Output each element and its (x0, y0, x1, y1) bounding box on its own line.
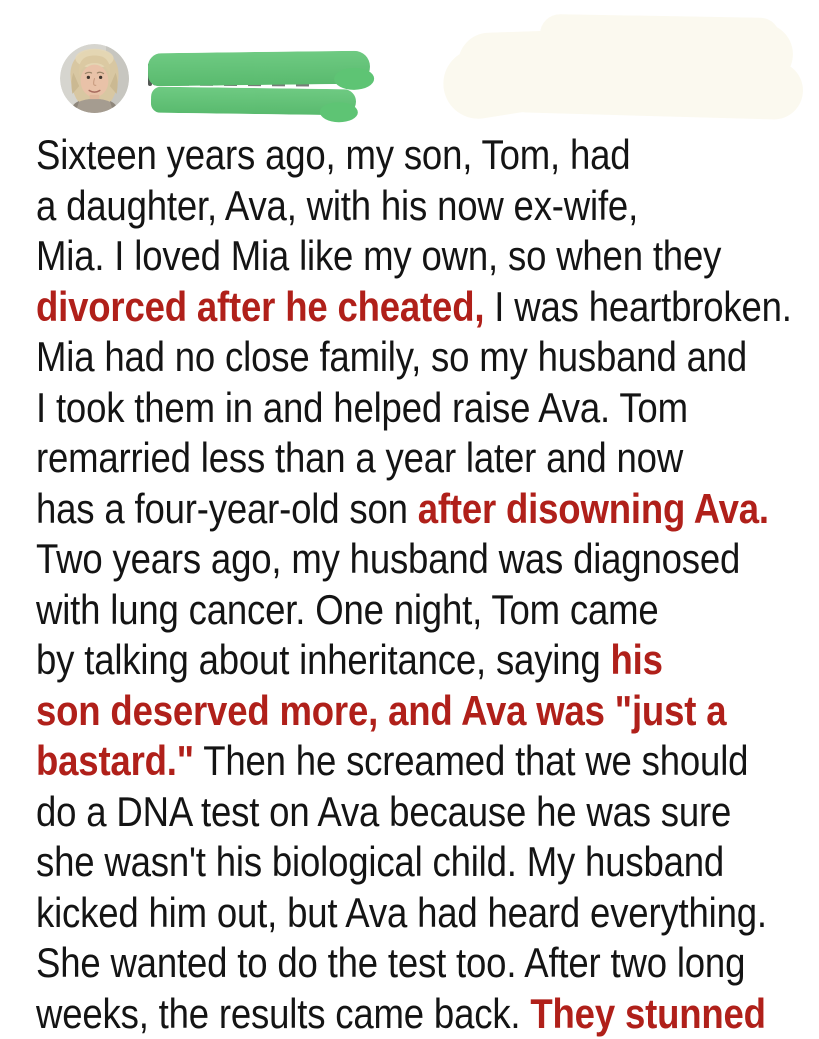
story-line (36, 484, 819, 535)
subtitle-redaction-scribble (151, 87, 356, 116)
highlighted-text: son deserved more, and Ava was "just a (36, 687, 726, 734)
story-line (36, 635, 819, 686)
story-text-segment: by talking about inheritance, saying (36, 636, 611, 683)
story-line (36, 787, 819, 838)
story-text-segment: Two years ago, my husband was diagnosed (36, 535, 740, 582)
story-line (36, 534, 819, 585)
story-line (36, 837, 819, 888)
story-line (36, 585, 819, 636)
story-text-segment: do a DNA test on Ava because he was sure (36, 788, 731, 835)
story-line (36, 686, 819, 737)
story-text-segment: with lung cancer. One night, Tom came (36, 586, 659, 633)
highlighted-text: after disowning Ava. (418, 485, 769, 532)
story-text-segment: Sixteen years ago, my son, Tom, had (36, 131, 630, 178)
story-line (36, 282, 819, 333)
story-text-segment: she wasn't his biological child. My husband (36, 838, 724, 885)
highlighted-text: They stunned (530, 990, 765, 1037)
story-text-segment: I was heartbroken. (484, 283, 791, 330)
highlighted-text: divorced after he cheated, (36, 283, 484, 330)
story-line (36, 989, 819, 1039)
story-text-segment: remarried less than a year later and now (36, 434, 683, 481)
story-text-segment: kicked him out, but Ava had heard everything. (36, 889, 767, 936)
story-line (36, 231, 819, 282)
highlighted-text: his (611, 636, 663, 683)
story-text-segment: Then he screamed that we should (194, 737, 748, 784)
elderly-woman-photo-icon (60, 44, 129, 113)
story-line (36, 332, 819, 383)
story-text-segment: has a four-year-old son (36, 485, 418, 532)
story-text-segment: Mia had no close family, so my husband and (36, 333, 747, 380)
story-text-segment: I took them in and helped raise Ava. Tom (36, 384, 688, 431)
story-text (36, 130, 819, 1039)
story-line (36, 181, 819, 232)
story-text-segment: She wanted to do the test too. After two long (36, 939, 745, 986)
highlighted-text: bastard." (36, 737, 194, 784)
story-text-segment: a daughter, Ava, with his now ex-wife, (36, 182, 638, 229)
profile-avatar[interactable] (60, 44, 129, 113)
story-line (36, 433, 819, 484)
name-redaction-scribble (148, 51, 370, 87)
story-line (36, 888, 819, 939)
story-text-segment: weeks, the results came back. (36, 990, 530, 1037)
story-line (36, 736, 819, 787)
story-line (36, 938, 819, 989)
story-line (36, 383, 819, 434)
story-text-segment: Mia. I loved Mia like my own, so when they (36, 232, 721, 279)
story-line (36, 130, 819, 181)
white-marker-stroke (540, 14, 781, 58)
